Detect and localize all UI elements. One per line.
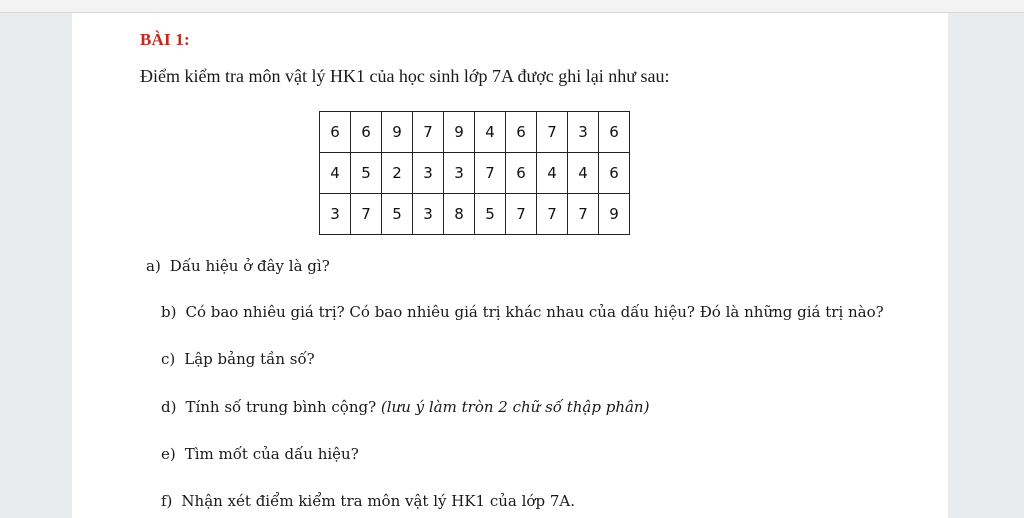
score-cell: 8 bbox=[444, 194, 475, 235]
score-cell: 7 bbox=[537, 112, 568, 153]
score-cell: 7 bbox=[351, 194, 382, 235]
score-cell: 4 bbox=[568, 153, 599, 194]
score-cell: 6 bbox=[351, 112, 382, 153]
question-c bbox=[161, 350, 315, 368]
question-text: Tìm mốt của dấu hiệu? bbox=[184, 445, 359, 463]
question-a bbox=[146, 257, 330, 275]
score-cell: 2 bbox=[382, 153, 413, 194]
score-cell: 9 bbox=[382, 112, 413, 153]
top-toolbar-strip bbox=[0, 0, 1024, 13]
exercise-intro: Điểm kiểm tra môn vật lý HK1 của học sinh lớp 7A được ghi lại như sau: bbox=[140, 66, 670, 86]
score-cell: 6 bbox=[506, 153, 537, 194]
score-cell: 5 bbox=[475, 194, 506, 235]
question-note: (lưu ý làm tròn 2 chữ số thập phân) bbox=[380, 398, 650, 416]
question-letter: c) bbox=[161, 350, 176, 368]
question-letter: f) bbox=[161, 492, 173, 510]
question-letter: e) bbox=[161, 445, 176, 463]
score-cell: 9 bbox=[444, 112, 475, 153]
score-cell: 7 bbox=[413, 112, 444, 153]
question-e bbox=[161, 445, 359, 463]
document-page bbox=[72, 13, 948, 518]
score-cell: 3 bbox=[413, 194, 444, 235]
score-row bbox=[320, 153, 630, 194]
score-cell: 9 bbox=[599, 194, 630, 235]
score-cell: 4 bbox=[537, 153, 568, 194]
question-letter: a) bbox=[146, 257, 161, 275]
score-cell: 6 bbox=[599, 112, 630, 153]
score-cell: 3 bbox=[568, 112, 599, 153]
question-b bbox=[161, 303, 884, 321]
score-cell: 7 bbox=[568, 194, 599, 235]
score-cell: 7 bbox=[475, 153, 506, 194]
score-cell: 4 bbox=[475, 112, 506, 153]
score-cell: 6 bbox=[320, 112, 351, 153]
question-text: Dấu hiệu ở đây là gì? bbox=[169, 257, 330, 275]
score-cell: 5 bbox=[382, 194, 413, 235]
exercise-title: BÀI 1: bbox=[140, 30, 190, 49]
score-cell: 5 bbox=[351, 153, 382, 194]
score-row bbox=[320, 194, 630, 235]
score-cell: 6 bbox=[599, 153, 630, 194]
score-cell: 7 bbox=[506, 194, 537, 235]
question-f bbox=[161, 492, 575, 510]
question-text: Có bao nhiêu giá trị? Có bao nhiêu giá trị khác nhau của dấu hiệu? Đó là những giá trị nào? bbox=[185, 303, 884, 321]
question-letter: b) bbox=[161, 303, 177, 321]
question-text: Nhận xét điểm kiểm tra môn vật lý HK1 của lớp 7A. bbox=[181, 492, 575, 510]
score-cell: 3 bbox=[320, 194, 351, 235]
score-cell: 4 bbox=[320, 153, 351, 194]
score-cell: 3 bbox=[413, 153, 444, 194]
score-cell: 3 bbox=[444, 153, 475, 194]
score-table bbox=[319, 111, 630, 235]
score-cell: 6 bbox=[506, 112, 537, 153]
question-text: Lập bảng tần số? bbox=[184, 350, 315, 368]
question-letter: d) bbox=[161, 398, 177, 416]
question-text: Tính số trung bình cộng? bbox=[185, 398, 377, 416]
score-row bbox=[320, 112, 630, 153]
question-d bbox=[161, 398, 649, 416]
score-cell: 7 bbox=[537, 194, 568, 235]
